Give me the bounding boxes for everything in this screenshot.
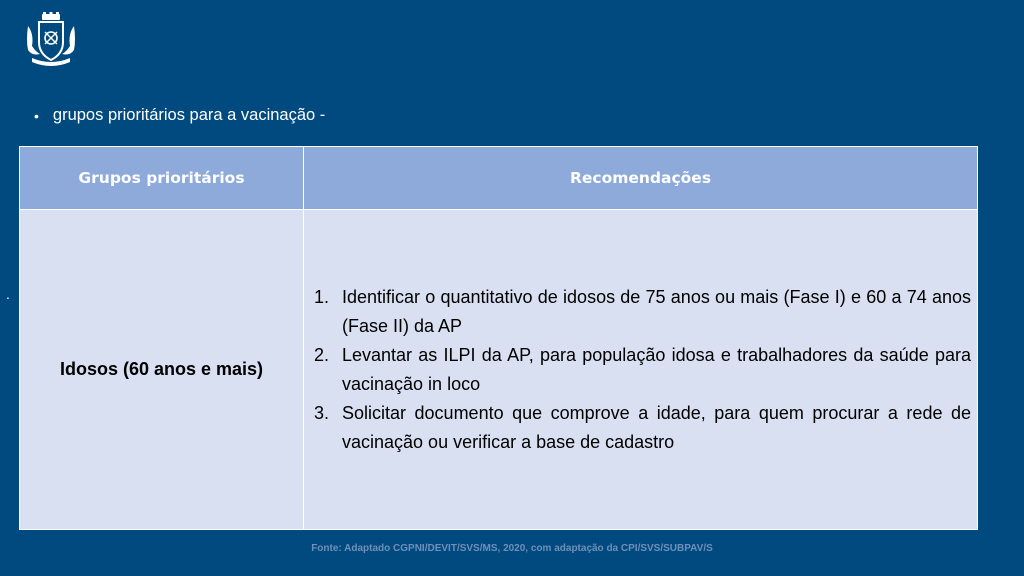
priority-groups-table xyxy=(19,146,978,530)
column-header-recommendations: Recomendações xyxy=(304,147,978,210)
recommendations-cell xyxy=(304,210,978,530)
column-header-groups: Grupos prioritários xyxy=(20,147,304,210)
table-header-row xyxy=(20,147,978,210)
recommendations-list xyxy=(314,283,971,457)
list-item xyxy=(314,341,971,399)
list-item-number: 1. xyxy=(314,286,330,307)
section-title: grupos prioritários para a vacinação - xyxy=(52,106,326,124)
table-row xyxy=(20,210,978,530)
list-item xyxy=(314,283,971,341)
list-item-text: Identificar o quantitativo de idosos de 75 anos ou mais (Fase I) e 60 a 74 anos (Fase II) da AP xyxy=(342,286,971,336)
group-cell: Idosos (60 anos e mais) xyxy=(20,210,304,530)
section-bullet xyxy=(34,106,325,125)
bullet-dot: • xyxy=(34,107,39,124)
list-item xyxy=(314,399,971,457)
list-item-number: 2. xyxy=(314,344,330,365)
stray-mark: . xyxy=(6,286,10,302)
list-item-text: Solicitar documento que comprove a idade, para quem procurar a rede de vacinação ou verificar a base de cadastro xyxy=(342,402,971,452)
list-item-number: 3. xyxy=(314,402,330,423)
list-item-text: Levantar as ILPI da AP, para população idosa e trabalhadores da saúde para vacinação in loco xyxy=(342,344,971,394)
coat-of-arms-icon xyxy=(24,12,78,66)
source-footer: Fonte: Adaptado CGPNI/DEVIT/SVS/MS, 2020, com adaptação da CPI/SVS/SUBPAV/S xyxy=(311,543,713,554)
